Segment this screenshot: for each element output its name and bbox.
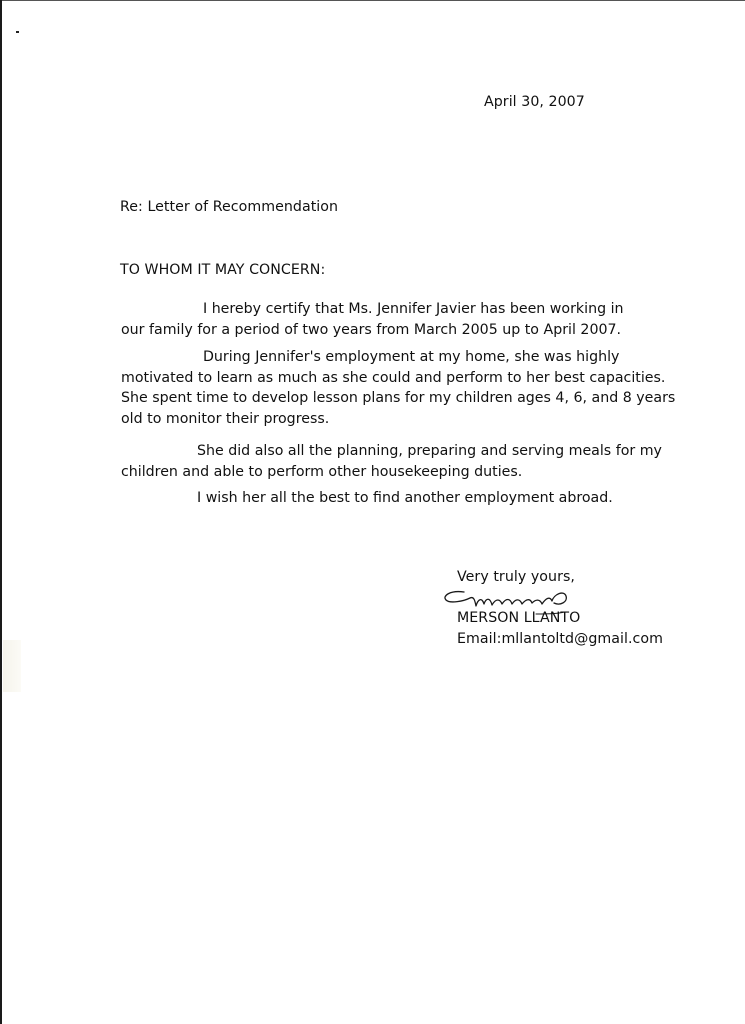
scan-edge-top bbox=[0, 0, 745, 1]
paragraph-line: motivated to learn as much as she could and perform to her best capacities. bbox=[121, 369, 666, 386]
body-paragraph-4 bbox=[121, 488, 613, 509]
paragraph-line: She spent time to develop lesson plans for my children ages 4, 6, and 8 years bbox=[121, 390, 676, 406]
letter-salutation: TO WHOM IT MAY CONCERN: bbox=[120, 262, 326, 278]
scan-edge-left bbox=[0, 0, 2, 1024]
letter-date: April 30, 2007 bbox=[484, 94, 585, 110]
paragraph-line: children and able to perform other housekeeping duties. bbox=[121, 463, 523, 480]
letter-closing: Very truly yours, bbox=[457, 569, 575, 585]
paragraph-line: our family for a period of two years from March 2005 up to April 2007. bbox=[121, 321, 622, 338]
paragraph-line: She did also all the planning, preparing and serving meals for my bbox=[197, 443, 662, 459]
paragraph-line: old to monitor their progress. bbox=[121, 410, 330, 427]
signer-email: Email:mllantoltd@gmail.com bbox=[457, 631, 663, 647]
body-paragraph-3 bbox=[121, 441, 662, 482]
paragraph-line: I hereby certify that Ms. Jennifer Javier has been working in bbox=[203, 301, 624, 317]
letter-subject: Re: Letter of Recommendation bbox=[120, 199, 339, 215]
scan-mark bbox=[16, 31, 19, 33]
paragraph-line: During Jennifer's employment at my home, she was highly bbox=[203, 349, 620, 365]
signer-name: MERSON LLANTO bbox=[457, 610, 581, 626]
body-paragraph-2 bbox=[121, 347, 675, 429]
body-paragraph-1 bbox=[121, 299, 624, 340]
paragraph-line: I wish her all the best to find another employment abroad. bbox=[197, 490, 613, 506]
scan-smudge bbox=[3, 640, 21, 692]
